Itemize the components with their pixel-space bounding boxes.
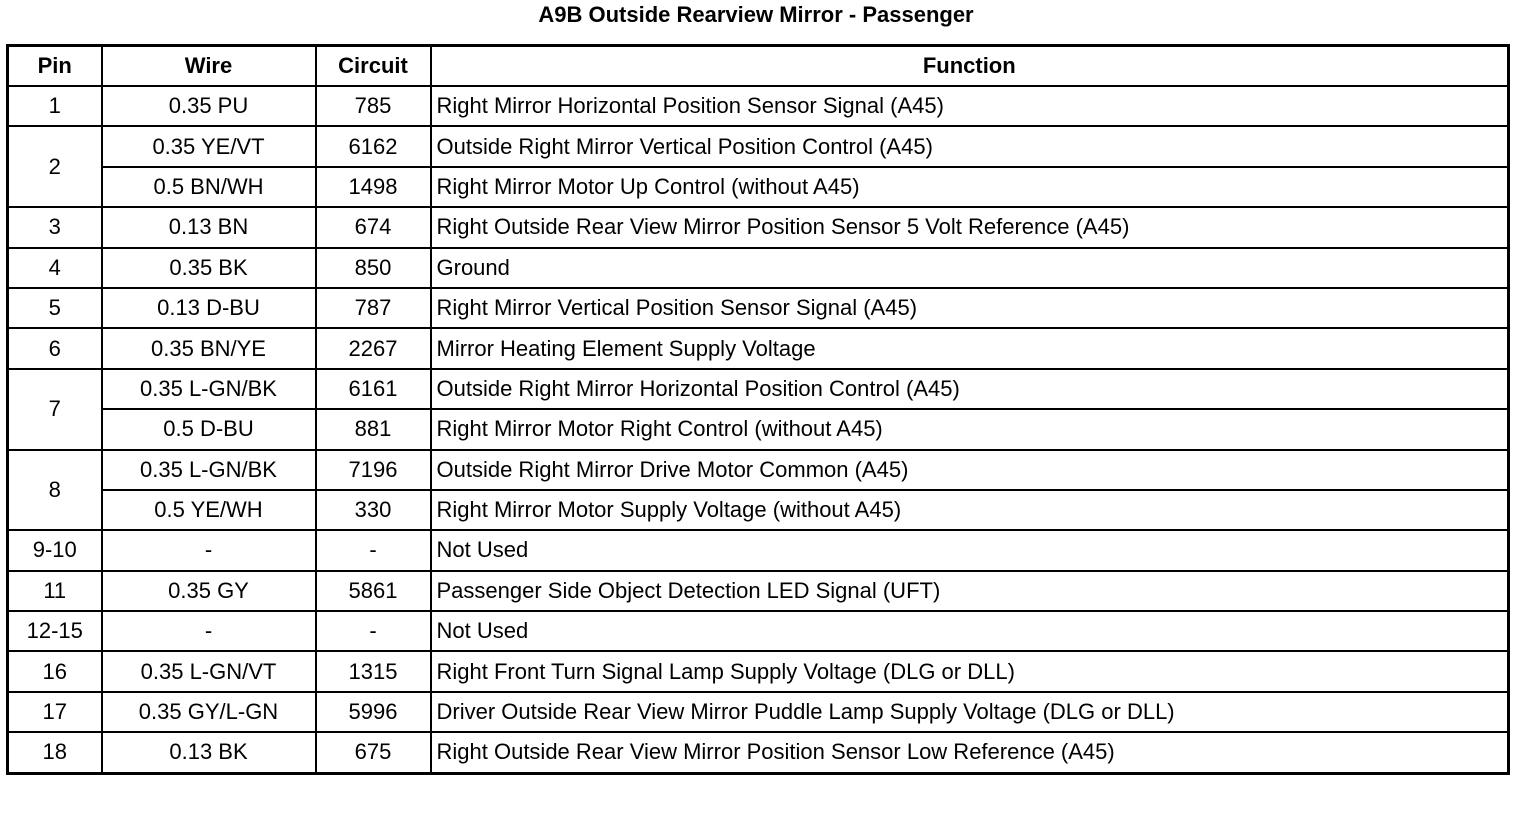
pin-cell: 18 <box>8 732 102 773</box>
pin-cell: 9-10 <box>8 530 102 570</box>
wire-cell: 0.35 YE/VT <box>102 126 316 166</box>
circuit-cell: 6162 <box>316 126 431 166</box>
function-cell: Outside Right Mirror Horizontal Position Control (A45) <box>431 369 1509 409</box>
table-row <box>8 126 1509 166</box>
header-pin: Pin <box>8 46 102 87</box>
pin-cell: 2 <box>8 126 102 207</box>
function-cell: Not Used <box>431 611 1509 651</box>
table-row <box>8 207 1509 247</box>
function-cell: Driver Outside Rear View Mirror Puddle Lamp Supply Voltage (DLG or DLL) <box>431 692 1509 732</box>
function-cell: Right Outside Rear View Mirror Position Sensor Low Reference (A45) <box>431 732 1509 773</box>
circuit-cell: 785 <box>316 86 431 126</box>
table-row <box>8 692 1509 732</box>
wire-cell: 0.5 D-BU <box>102 409 316 449</box>
wire-cell: 0.35 GY <box>102 571 316 611</box>
circuit-cell: - <box>316 530 431 570</box>
function-cell: Outside Right Mirror Drive Motor Common (A45) <box>431 450 1509 490</box>
function-cell: Right Front Turn Signal Lamp Supply Voltage (DLG or DLL) <box>431 651 1509 691</box>
wire-cell: 0.35 PU <box>102 86 316 126</box>
page-title: A9B Outside Rearview Mirror - Passenger <box>538 2 974 27</box>
pin-cell: 17 <box>8 692 102 732</box>
circuit-cell: 5996 <box>316 692 431 732</box>
table-row <box>8 651 1509 691</box>
wire-cell: - <box>102 530 316 570</box>
table-row <box>8 86 1509 126</box>
circuit-cell: 674 <box>316 207 431 247</box>
function-cell: Outside Right Mirror Vertical Position Control (A45) <box>431 126 1509 166</box>
circuit-cell: 881 <box>316 409 431 449</box>
wire-cell: 0.35 L-GN/VT <box>102 651 316 691</box>
wire-cell: 0.35 L-GN/BK <box>102 369 316 409</box>
circuit-cell: 1498 <box>316 167 431 207</box>
circuit-cell: 850 <box>316 248 431 288</box>
circuit-cell: 6161 <box>316 369 431 409</box>
table-row <box>8 571 1509 611</box>
header-wire: Wire <box>102 46 316 87</box>
pin-cell: 1 <box>8 86 102 126</box>
table-header-row <box>8 46 1509 87</box>
function-cell: Right Mirror Horizontal Position Sensor Signal (A45) <box>431 86 1509 126</box>
pin-cell: 5 <box>8 288 102 328</box>
table-row <box>8 328 1509 368</box>
table-row <box>8 409 1509 449</box>
circuit-cell: 1315 <box>316 651 431 691</box>
circuit-cell: 675 <box>316 732 431 773</box>
pin-cell: 3 <box>8 207 102 247</box>
wire-cell: 0.13 BN <box>102 207 316 247</box>
header-circuit: Circuit <box>316 46 431 87</box>
wire-cell: 0.35 BN/YE <box>102 328 316 368</box>
wire-cell: 0.5 YE/WH <box>102 490 316 530</box>
wire-cell: 0.35 BK <box>102 248 316 288</box>
circuit-cell: - <box>316 611 431 651</box>
table-row <box>8 248 1509 288</box>
wire-cell: 0.13 BK <box>102 732 316 773</box>
function-cell: Right Mirror Motor Right Control (without A45) <box>431 409 1509 449</box>
table-row <box>8 288 1509 328</box>
table-row <box>8 369 1509 409</box>
pin-cell: 7 <box>8 369 102 450</box>
circuit-cell: 330 <box>316 490 431 530</box>
pin-cell: 16 <box>8 651 102 691</box>
table-row <box>8 167 1509 207</box>
pin-cell: 4 <box>8 248 102 288</box>
header-function: Function <box>431 46 1509 87</box>
function-cell: Ground <box>431 248 1509 288</box>
function-cell: Right Mirror Motor Up Control (without A45) <box>431 167 1509 207</box>
wire-cell: 0.35 GY/L-GN <box>102 692 316 732</box>
function-cell: Right Outside Rear View Mirror Position Sensor 5 Volt Reference (A45) <box>431 207 1509 247</box>
function-cell: Right Mirror Motor Supply Voltage (without A45) <box>431 490 1509 530</box>
wire-cell: - <box>102 611 316 651</box>
function-cell: Passenger Side Object Detection LED Signal (UFT) <box>431 571 1509 611</box>
function-cell: Mirror Heating Element Supply Voltage <box>431 328 1509 368</box>
table-row <box>8 450 1509 490</box>
table-row <box>8 732 1509 773</box>
circuit-cell: 7196 <box>316 450 431 490</box>
circuit-cell: 787 <box>316 288 431 328</box>
wire-cell: 0.5 BN/WH <box>102 167 316 207</box>
pinout-table <box>6 44 1510 775</box>
function-cell: Right Mirror Vertical Position Sensor Signal (A45) <box>431 288 1509 328</box>
circuit-cell: 2267 <box>316 328 431 368</box>
wire-cell: 0.13 D-BU <box>102 288 316 328</box>
pin-cell: 11 <box>8 571 102 611</box>
pin-cell: 6 <box>8 328 102 368</box>
table-row <box>8 490 1509 530</box>
pin-cell: 12-15 <box>8 611 102 651</box>
circuit-cell: 5861 <box>316 571 431 611</box>
table-row <box>8 530 1509 570</box>
wire-cell: 0.35 L-GN/BK <box>102 450 316 490</box>
function-cell: Not Used <box>431 530 1509 570</box>
pin-cell: 8 <box>8 450 102 531</box>
table-row <box>8 611 1509 651</box>
